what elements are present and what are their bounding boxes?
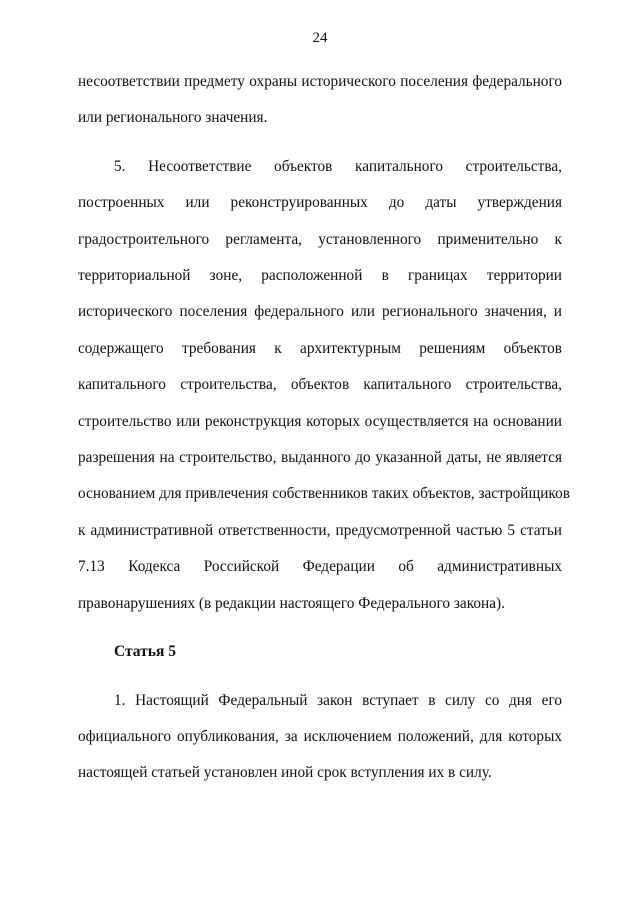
text-line: 1. Настоящий Федеральный закон вступает в силу со дня его [114, 691, 562, 709]
page-number: 24 [312, 30, 328, 46]
text-line: 5. Несоответствие объектов капитального строительства, [114, 157, 562, 175]
text-line: основанием для привлечения собственников таких объектов, застройщиков [78, 485, 570, 503]
text-line: к административной ответственности, предусмотренной частью 5 статьи [78, 521, 562, 539]
text-line: официального опубликования, за исключением положений, для которых [78, 727, 562, 745]
document-body [78, 64, 570, 792]
paragraph-continuation [78, 64, 562, 137]
text-line: территориальной зоне, расположенной в границах территории [78, 267, 562, 285]
text-line: разрешения на строительство, выданного до указанной даты, не является [78, 449, 562, 467]
text-line: или регионального значения. [78, 109, 268, 127]
text-line: исторического поселения федерального или регионального значения, и [78, 303, 562, 321]
text-line: 7.13 Кодекса Российской Федерации об административных [78, 558, 562, 576]
text-line: правонарушениях (в редакции настоящего Федерального закона). [78, 594, 505, 612]
text-line: градостроительного регламента, установленного применительно к [78, 230, 562, 248]
text-line: капитального строительства, объектов капитального строительства, [78, 376, 562, 394]
paragraph-item-5 [78, 149, 570, 622]
text-line: строительство или реконструкция которых осуществляется на основании [78, 412, 562, 430]
paragraph-item-1 [78, 683, 562, 792]
text-line: построенных или реконструированных до даты утверждения [78, 194, 562, 212]
article-heading: Статья 5 [114, 643, 176, 661]
text-line: несоответствии предмету охраны исторического поселения федерального [78, 73, 562, 90]
text-line: содержащего требования к архитектурным решениям объектов [78, 339, 562, 357]
text-line: настоящей статьей установлен иной срок вступления их в силу. [78, 764, 492, 782]
